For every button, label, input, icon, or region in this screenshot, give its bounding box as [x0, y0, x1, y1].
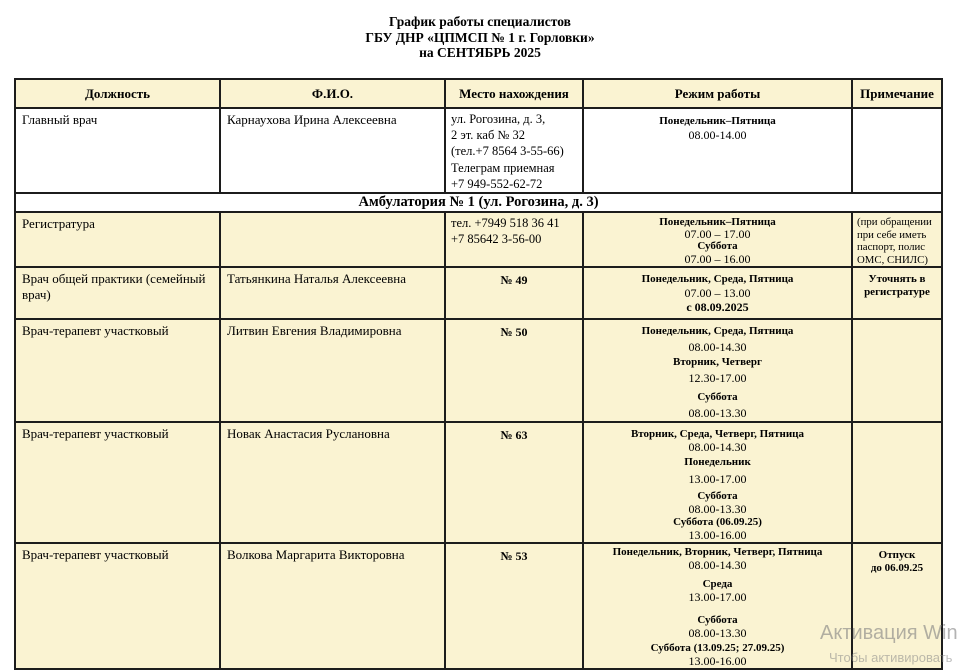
note-cell	[852, 108, 942, 193]
note-cell	[852, 422, 942, 543]
room-cell: № 53	[445, 543, 583, 669]
header-name: Ф.И.О.	[220, 79, 445, 108]
schedule-start-date: с 08.09.2025	[686, 300, 749, 315]
schedule-cell	[583, 267, 852, 319]
section-title: Амбулатория № 1 (ул. Рогозина, д. 3)	[15, 193, 942, 212]
position-cell: Врач общей практики (семейный врач)	[15, 267, 220, 319]
name-cell: Карнаухова Ирина Алексеевна	[220, 108, 445, 193]
header-note: Примечание	[852, 79, 942, 108]
name-cell: Татьянкина Наталья Алексеевна	[220, 267, 445, 319]
note-line: (при обращении	[857, 216, 932, 229]
schedule-days: Понедельник, Среда, Пятница	[641, 325, 794, 338]
schedule-time: 13.00-16.00	[688, 528, 747, 543]
position-cell: Врач-терапевт участковый	[15, 422, 220, 543]
note-line: паспорт, полис	[857, 241, 926, 254]
schedule-days: Суббота (06.09.25)	[673, 516, 762, 529]
schedule-time: 08.00-14.30	[688, 339, 747, 354]
schedule-days: Суббота	[697, 614, 738, 627]
schedule-days: Суббота	[697, 490, 738, 503]
location-line: Телеграм приемная	[451, 160, 555, 175]
note-line: Отпуск	[878, 549, 916, 562]
title-line-1: График работы специалистов	[389, 14, 571, 29]
schedule-time: 12.30-17.00	[688, 370, 747, 385]
schedule-time: 07.00 – 13.00	[684, 286, 751, 301]
schedule-time: 08.00-13.30	[688, 626, 747, 641]
schedule-cell	[583, 422, 852, 543]
room-cell: № 50	[445, 319, 583, 422]
location-line: тел. +7949 518 36 41	[451, 216, 560, 231]
table-header-row	[15, 79, 942, 108]
schedule-time: 08.00-14.30	[688, 558, 747, 573]
schedule-cell	[583, 212, 852, 267]
schedule-days: Суббота	[697, 391, 738, 404]
location-line: +7 85642 3-56-00	[451, 232, 542, 247]
room-cell: № 63	[445, 422, 583, 543]
location-line: +7 949-552-62-72	[451, 176, 543, 191]
location-line: (тел.+7 8564 3-55-66)	[451, 144, 564, 159]
table-row	[15, 108, 942, 193]
title-line-2: ГБУ ДНР «ЦПМСП № 1 г. Горловки»	[365, 29, 595, 45]
section-row	[15, 193, 942, 212]
windows-activation-watermark: Активация Win	[820, 622, 958, 644]
note-line: регистратуре	[864, 286, 930, 299]
schedule-time: 08.00-13.30	[688, 502, 747, 517]
note-line: при себе иметь	[857, 228, 927, 241]
page-title	[0, 14, 960, 61]
schedule-time: 13.00-17.00	[688, 472, 747, 487]
windows-activation-watermark-subtext: Чтобы активировать	[829, 650, 953, 665]
schedule-time: 08.00-14.30	[688, 440, 747, 455]
schedule-days: Понедельник, Среда, Пятница	[641, 273, 794, 286]
position-cell: Регистратура	[15, 212, 220, 267]
location-line: ул. Рогозина, д. 3,	[451, 112, 546, 126]
schedule-cell	[583, 543, 852, 669]
schedule-cell	[583, 319, 852, 422]
schedule-time: 13.00-16.00	[688, 654, 747, 669]
name-cell: Новак Анастасия Руслановна	[220, 422, 445, 543]
header-position: Должность	[15, 79, 220, 108]
header-location: Место нахождения	[445, 79, 583, 108]
schedule-time: 07.00 – 17.00	[684, 227, 751, 242]
table-row	[15, 543, 942, 669]
schedule-cell	[583, 108, 852, 193]
table-row	[15, 212, 942, 267]
table-row	[15, 319, 942, 422]
schedule-days: Понедельник–Пятница	[659, 216, 776, 229]
name-cell: Волкова Маргарита Викторовна	[220, 543, 445, 669]
schedule-time: 13.00-17.00	[688, 590, 747, 605]
name-cell: Литвин Евгения Владимировна	[220, 319, 445, 422]
schedule-time: 08.00-13.30	[688, 405, 747, 420]
schedule-days: Понедельник–Пятница	[659, 115, 776, 127]
schedule-days: Вторник, Четверг	[672, 356, 763, 369]
schedule-days: Суббота (13.09.25; 27.09.25)	[650, 642, 785, 655]
title-line-3: на СЕНТЯБРЬ 2025	[419, 45, 541, 60]
note-line: до 06.09.25	[870, 562, 924, 575]
location-cell	[445, 212, 583, 267]
schedule-time: 07.00 – 16.00	[684, 251, 751, 266]
schedule-days: Понедельник	[684, 456, 751, 469]
table-row	[15, 267, 942, 319]
note-line: Уточнять в	[868, 273, 926, 286]
note-cell	[852, 267, 942, 319]
schedule-days: Суббота	[697, 240, 738, 253]
position-cell: Главный врач	[15, 108, 220, 193]
note-cell	[852, 319, 942, 422]
location-cell	[445, 108, 583, 193]
schedule-table	[14, 78, 943, 670]
header-schedule: Режим работы	[583, 79, 852, 108]
name-cell	[220, 212, 445, 267]
schedule-days: Среда	[702, 578, 733, 591]
schedule-days: Вторник, Среда, Четверг, Пятница	[630, 428, 805, 441]
schedule-time: 08.00-14.00	[688, 128, 747, 142]
room-cell: № 49	[445, 267, 583, 319]
position-cell: Врач-терапевт участковый	[15, 319, 220, 422]
note-cell	[852, 212, 942, 267]
table-row	[15, 422, 942, 543]
position-cell: Врач-терапевт участковый	[15, 543, 220, 669]
location-line: 2 эт. каб № 32	[451, 128, 525, 143]
schedule-days: Понедельник, Вторник, Четверг, Пятница	[612, 546, 823, 559]
note-line: ОМС, СНИЛС)	[857, 253, 928, 266]
